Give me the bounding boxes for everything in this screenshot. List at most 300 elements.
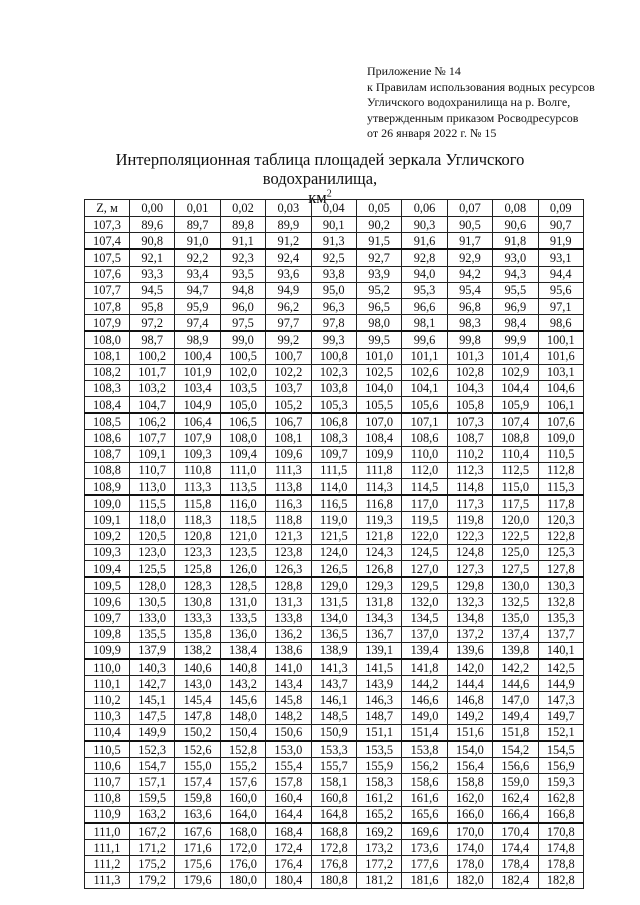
appendix-ref-reservoir: Угличского водохранилища на р. Волге, — [367, 95, 571, 109]
area-cell: 99,3 — [311, 331, 356, 348]
area-cell: 103,5 — [220, 380, 265, 396]
area-cell: 104,3 — [447, 380, 492, 396]
area-cell: 109,6 — [266, 446, 311, 462]
area-cell: 100,2 — [130, 348, 175, 364]
area-cell: 136,2 — [266, 626, 311, 642]
area-cell: 107,1 — [402, 413, 447, 430]
area-cell: 140,3 — [130, 659, 175, 676]
column-header-increment: 0,00 — [130, 200, 175, 217]
table-row — [85, 282, 584, 298]
area-cell: 161,6 — [402, 790, 447, 806]
area-cell: 143,7 — [311, 676, 356, 692]
level-cell: 109,1 — [85, 512, 130, 528]
area-cell: 132,3 — [447, 594, 492, 610]
area-cell: 152,8 — [220, 741, 265, 758]
area-cell: 119,3 — [356, 512, 401, 528]
area-cell: 122,3 — [447, 528, 492, 544]
area-cell: 176,4 — [266, 856, 311, 872]
area-cell: 117,8 — [538, 495, 583, 512]
area-cell: 106,2 — [130, 413, 175, 430]
area-cell: 148,7 — [356, 708, 401, 724]
area-cell: 104,1 — [402, 380, 447, 396]
area-cell: 90,6 — [493, 217, 538, 233]
area-cell: 90,1 — [311, 217, 356, 233]
area-cell: 146,6 — [402, 692, 447, 708]
level-cell: 110,7 — [85, 774, 130, 790]
area-cell: 117,0 — [402, 495, 447, 512]
title-unit-superscript: 2 — [326, 188, 332, 200]
area-cell: 90,2 — [356, 217, 401, 233]
area-cell: 140,1 — [538, 642, 583, 659]
area-cell: 126,8 — [356, 560, 401, 577]
area-cell: 140,8 — [220, 659, 265, 676]
area-cell: 169,2 — [356, 823, 401, 840]
table-row — [85, 840, 584, 856]
area-cell: 102,2 — [266, 364, 311, 380]
area-cell: 99,6 — [402, 331, 447, 348]
area-cell: 91,2 — [266, 233, 311, 250]
area-cell: 139,8 — [493, 642, 538, 659]
area-cell: 94,4 — [538, 266, 583, 282]
area-cell: 105,3 — [311, 397, 356, 414]
area-cell: 138,2 — [175, 642, 220, 659]
area-cell: 113,3 — [175, 479, 220, 496]
area-cell: 92,2 — [175, 249, 220, 266]
area-cell: 150,2 — [175, 724, 220, 741]
area-cell: 118,0 — [130, 512, 175, 528]
area-cell: 118,3 — [175, 512, 220, 528]
area-cell: 140,6 — [175, 659, 220, 676]
area-cell: 123,3 — [175, 544, 220, 560]
area-cell: 121,3 — [266, 528, 311, 544]
area-cell: 157,4 — [175, 774, 220, 790]
table-row — [85, 364, 584, 380]
table-row — [85, 446, 584, 462]
area-cell: 156,4 — [447, 758, 492, 774]
table-row — [85, 708, 584, 724]
area-cell: 175,6 — [175, 856, 220, 872]
area-cell: 102,9 — [493, 364, 538, 380]
area-cell: 151,6 — [447, 724, 492, 741]
area-cell: 146,1 — [311, 692, 356, 708]
area-cell: 128,8 — [266, 577, 311, 594]
table-row — [85, 724, 584, 741]
area-cell: 122,0 — [402, 528, 447, 544]
table-row — [85, 266, 584, 282]
area-cell: 151,8 — [493, 724, 538, 741]
area-cell: 135,5 — [130, 626, 175, 642]
area-cell: 96,3 — [311, 298, 356, 314]
area-cell: 99,2 — [266, 331, 311, 348]
area-cell: 152,6 — [175, 741, 220, 758]
area-cell: 95,3 — [402, 282, 447, 298]
area-cell: 136,7 — [356, 626, 401, 642]
area-cell: 145,6 — [220, 692, 265, 708]
area-cell: 114,0 — [311, 479, 356, 496]
area-cell: 130,3 — [538, 577, 583, 594]
area-cell: 125,8 — [175, 560, 220, 577]
area-cell: 156,9 — [538, 758, 583, 774]
area-cell: 131,0 — [220, 594, 265, 610]
area-cell: 119,5 — [402, 512, 447, 528]
area-cell: 95,2 — [356, 282, 401, 298]
area-cell: 91,5 — [356, 233, 401, 250]
area-cell: 108,0 — [220, 430, 265, 446]
area-cell: 99,8 — [447, 331, 492, 348]
area-cell: 98,1 — [402, 315, 447, 332]
area-cell: 136,5 — [311, 626, 356, 642]
area-cell: 93,1 — [538, 249, 583, 266]
area-cell: 129,8 — [447, 577, 492, 594]
area-cell: 102,5 — [356, 364, 401, 380]
area-cell: 106,5 — [220, 413, 265, 430]
area-cell: 93,4 — [175, 266, 220, 282]
area-cell: 123,5 — [220, 544, 265, 560]
area-cell: 124,5 — [402, 544, 447, 560]
area-cell: 161,2 — [356, 790, 401, 806]
area-cell: 133,8 — [266, 610, 311, 626]
area-cell: 98,9 — [175, 331, 220, 348]
area-cell: 153,5 — [356, 741, 401, 758]
area-cell: 120,5 — [130, 528, 175, 544]
area-cell: 139,6 — [447, 642, 492, 659]
level-cell: 111,1 — [85, 840, 130, 856]
area-cell: 104,0 — [356, 380, 401, 396]
area-cell: 114,5 — [402, 479, 447, 496]
level-cell: 108,8 — [85, 462, 130, 478]
area-cell: 106,7 — [266, 413, 311, 430]
area-cell: 134,5 — [402, 610, 447, 626]
title-unit: км — [308, 188, 327, 207]
area-cell: 131,8 — [356, 594, 401, 610]
area-cell: 109,3 — [175, 446, 220, 462]
area-cell: 110,7 — [130, 462, 175, 478]
level-cell: 109,8 — [85, 626, 130, 642]
area-cell: 120,8 — [175, 528, 220, 544]
area-cell: 96,5 — [356, 298, 401, 314]
area-cell: 95,6 — [538, 282, 583, 298]
area-cell: 121,5 — [311, 528, 356, 544]
area-cell: 103,4 — [175, 380, 220, 396]
area-cell: 98,0 — [356, 315, 401, 332]
column-header-increment: 0,05 — [356, 200, 401, 217]
area-cell: 153,0 — [266, 741, 311, 758]
level-cell: 108,9 — [85, 479, 130, 496]
area-cell: 159,8 — [175, 790, 220, 806]
area-cell: 128,3 — [175, 577, 220, 594]
area-cell: 108,8 — [493, 430, 538, 446]
area-cell: 97,2 — [130, 315, 175, 332]
area-cell: 164,4 — [266, 806, 311, 823]
area-cell: 101,4 — [493, 348, 538, 364]
area-cell: 110,0 — [402, 446, 447, 462]
area-cell: 137,9 — [130, 642, 175, 659]
area-cell: 129,5 — [402, 577, 447, 594]
area-cell: 112,8 — [538, 462, 583, 478]
area-cell: 123,8 — [266, 544, 311, 560]
level-cell: 108,2 — [85, 364, 130, 380]
area-cell: 116,0 — [220, 495, 265, 512]
area-cell: 127,3 — [447, 560, 492, 577]
area-cell: 133,5 — [220, 610, 265, 626]
area-cell: 148,5 — [311, 708, 356, 724]
area-cell: 162,8 — [538, 790, 583, 806]
area-cell: 121,8 — [356, 528, 401, 544]
area-cell: 148,0 — [220, 708, 265, 724]
level-cell: 109,9 — [85, 642, 130, 659]
area-cell: 155,7 — [311, 758, 356, 774]
area-cell: 91,7 — [447, 233, 492, 250]
level-cell: 109,2 — [85, 528, 130, 544]
area-cell: 94,8 — [220, 282, 265, 298]
area-cell: 138,9 — [311, 642, 356, 659]
table-row — [85, 758, 584, 774]
table-row — [85, 774, 584, 790]
area-cell: 129,3 — [356, 577, 401, 594]
area-cell: 172,8 — [311, 840, 356, 856]
area-cell: 110,8 — [175, 462, 220, 478]
area-cell: 115,0 — [493, 479, 538, 496]
area-cell: 105,0 — [220, 397, 265, 414]
level-cell: 108,7 — [85, 446, 130, 462]
area-cell: 94,5 — [130, 282, 175, 298]
area-cell: 181,6 — [402, 872, 447, 888]
area-cell: 95,4 — [447, 282, 492, 298]
area-cell: 98,4 — [493, 315, 538, 332]
area-cell: 178,8 — [538, 856, 583, 872]
area-cell: 142,2 — [493, 659, 538, 676]
level-cell: 109,3 — [85, 544, 130, 560]
table-row — [85, 528, 584, 544]
area-cell: 155,9 — [356, 758, 401, 774]
area-cell: 107,4 — [493, 413, 538, 430]
table-row — [85, 544, 584, 560]
area-cell: 141,5 — [356, 659, 401, 676]
area-cell: 147,3 — [538, 692, 583, 708]
area-cell: 114,8 — [447, 479, 492, 496]
column-header-increment: 0,09 — [538, 200, 583, 217]
table-row — [85, 790, 584, 806]
table-row — [85, 298, 584, 314]
table-row — [85, 462, 584, 478]
area-cell: 112,0 — [402, 462, 447, 478]
area-cell: 166,8 — [538, 806, 583, 823]
area-cell: 92,9 — [447, 249, 492, 266]
area-cell: 120,3 — [538, 512, 583, 528]
level-cell: 110,2 — [85, 692, 130, 708]
table-row — [85, 479, 584, 496]
area-cell: 138,6 — [266, 642, 311, 659]
area-cell: 124,8 — [447, 544, 492, 560]
area-cell: 176,0 — [220, 856, 265, 872]
level-cell: 107,9 — [85, 315, 130, 332]
area-cell: 94,3 — [493, 266, 538, 282]
area-cell: 108,4 — [356, 430, 401, 446]
table-row — [85, 430, 584, 446]
area-cell: 127,8 — [538, 560, 583, 577]
area-cell: 100,1 — [538, 331, 583, 348]
area-cell: 102,3 — [311, 364, 356, 380]
table-row — [85, 331, 584, 348]
area-cell: 104,6 — [538, 380, 583, 396]
area-cell: 102,6 — [402, 364, 447, 380]
area-cell: 125,3 — [538, 544, 583, 560]
area-cell: 115,8 — [175, 495, 220, 512]
area-cell: 113,8 — [266, 479, 311, 496]
area-cell: 143,0 — [175, 676, 220, 692]
area-cell: 154,0 — [447, 741, 492, 758]
area-cell: 93,3 — [130, 266, 175, 282]
area-cell: 131,5 — [311, 594, 356, 610]
area-cell: 100,4 — [175, 348, 220, 364]
area-cell: 102,0 — [220, 364, 265, 380]
level-cell: 107,6 — [85, 266, 130, 282]
area-cell: 113,5 — [220, 479, 265, 496]
area-cell: 95,0 — [311, 282, 356, 298]
area-cell: 170,4 — [493, 823, 538, 840]
level-cell: 111,3 — [85, 872, 130, 888]
table-row — [85, 249, 584, 266]
area-cell: 91,9 — [538, 233, 583, 250]
area-cell: 100,7 — [266, 348, 311, 364]
level-cell: 110,8 — [85, 790, 130, 806]
area-cell: 119,0 — [311, 512, 356, 528]
area-cell: 132,0 — [402, 594, 447, 610]
level-cell: 107,8 — [85, 298, 130, 314]
level-cell: 108,4 — [85, 397, 130, 414]
area-cell: 117,3 — [447, 495, 492, 512]
area-cell: 105,6 — [402, 397, 447, 414]
level-cell: 110,1 — [85, 676, 130, 692]
area-cell: 101,9 — [175, 364, 220, 380]
area-cell: 150,4 — [220, 724, 265, 741]
table-row — [85, 233, 584, 250]
table-row — [85, 823, 584, 840]
area-cell: 175,2 — [130, 856, 175, 872]
area-cell: 182,0 — [447, 872, 492, 888]
area-cell: 170,0 — [447, 823, 492, 840]
area-cell: 96,2 — [266, 298, 311, 314]
area-cell: 105,2 — [266, 397, 311, 414]
area-cell: 125,0 — [493, 544, 538, 560]
area-cell: 176,8 — [311, 856, 356, 872]
area-cell: 125,5 — [130, 560, 175, 577]
area-cell: 98,3 — [447, 315, 492, 332]
area-cell: 182,4 — [493, 872, 538, 888]
area-cell: 137,0 — [402, 626, 447, 642]
table-row — [85, 217, 584, 233]
area-cell: 118,8 — [266, 512, 311, 528]
area-cell: 94,7 — [175, 282, 220, 298]
area-cell: 105,5 — [356, 397, 401, 414]
area-cell: 152,1 — [538, 724, 583, 741]
level-cell: 109,0 — [85, 495, 130, 512]
area-cell: 164,8 — [311, 806, 356, 823]
area-cell: 180,0 — [220, 872, 265, 888]
area-cell: 116,3 — [266, 495, 311, 512]
area-cell: 128,0 — [130, 577, 175, 594]
area-cell: 147,5 — [130, 708, 175, 724]
table-row — [85, 413, 584, 430]
area-cell: 174,8 — [538, 840, 583, 856]
area-cell: 179,2 — [130, 872, 175, 888]
area-cell: 144,4 — [447, 676, 492, 692]
area-cell: 107,6 — [538, 413, 583, 430]
level-cell: 108,1 — [85, 348, 130, 364]
area-cell: 132,8 — [538, 594, 583, 610]
area-cell: 104,9 — [175, 397, 220, 414]
area-cell: 159,3 — [538, 774, 583, 790]
level-cell: 109,6 — [85, 594, 130, 610]
appendix-number: Приложение № 14 — [367, 64, 461, 78]
area-cell: 111,8 — [356, 462, 401, 478]
area-cell: 159,0 — [493, 774, 538, 790]
area-cell: 110,5 — [538, 446, 583, 462]
area-cell: 89,7 — [175, 217, 220, 233]
area-cell: 181,2 — [356, 872, 401, 888]
area-cell: 89,8 — [220, 217, 265, 233]
area-cell: 144,2 — [402, 676, 447, 692]
area-cell: 139,1 — [356, 642, 401, 659]
area-cell: 96,0 — [220, 298, 265, 314]
area-cell: 91,6 — [402, 233, 447, 250]
area-cell: 117,5 — [493, 495, 538, 512]
table-row — [85, 872, 584, 888]
level-cell: 110,9 — [85, 806, 130, 823]
area-cell: 93,6 — [266, 266, 311, 282]
area-cell: 133,0 — [130, 610, 175, 626]
area-cell: 158,8 — [447, 774, 492, 790]
area-cell: 153,3 — [311, 741, 356, 758]
area-cell: 173,6 — [402, 840, 447, 856]
level-cell: 109,7 — [85, 610, 130, 626]
area-cell: 97,7 — [266, 315, 311, 332]
area-cell: 171,6 — [175, 840, 220, 856]
area-cell: 110,4 — [493, 446, 538, 462]
level-cell: 108,5 — [85, 413, 130, 430]
area-cell: 108,6 — [402, 430, 447, 446]
level-cell: 107,5 — [85, 249, 130, 266]
column-header-increment: 0,02 — [220, 200, 265, 217]
table-row — [85, 741, 584, 758]
column-header-increment: 0,01 — [175, 200, 220, 217]
table-row — [85, 512, 584, 528]
area-cell: 92,5 — [311, 249, 356, 266]
area-cell: 94,9 — [266, 282, 311, 298]
area-cell: 128,5 — [220, 577, 265, 594]
table-row — [85, 577, 584, 594]
area-cell: 107,9 — [175, 430, 220, 446]
area-cell: 123,0 — [130, 544, 175, 560]
area-cell: 90,8 — [130, 233, 175, 250]
area-cell: 158,1 — [311, 774, 356, 790]
area-cell: 145,1 — [130, 692, 175, 708]
area-cell: 120,0 — [493, 512, 538, 528]
area-cell: 165,2 — [356, 806, 401, 823]
area-cell: 141,8 — [402, 659, 447, 676]
area-cell: 135,3 — [538, 610, 583, 626]
area-cell: 110,2 — [447, 446, 492, 462]
area-cell: 143,2 — [220, 676, 265, 692]
column-header-increment: 0,06 — [402, 200, 447, 217]
area-cell: 167,6 — [175, 823, 220, 840]
area-cell: 105,9 — [493, 397, 538, 414]
area-cell: 95,5 — [493, 282, 538, 298]
area-cell: 173,2 — [356, 840, 401, 856]
area-cell: 92,3 — [220, 249, 265, 266]
area-cell: 93,8 — [311, 266, 356, 282]
area-cell: 103,7 — [266, 380, 311, 396]
